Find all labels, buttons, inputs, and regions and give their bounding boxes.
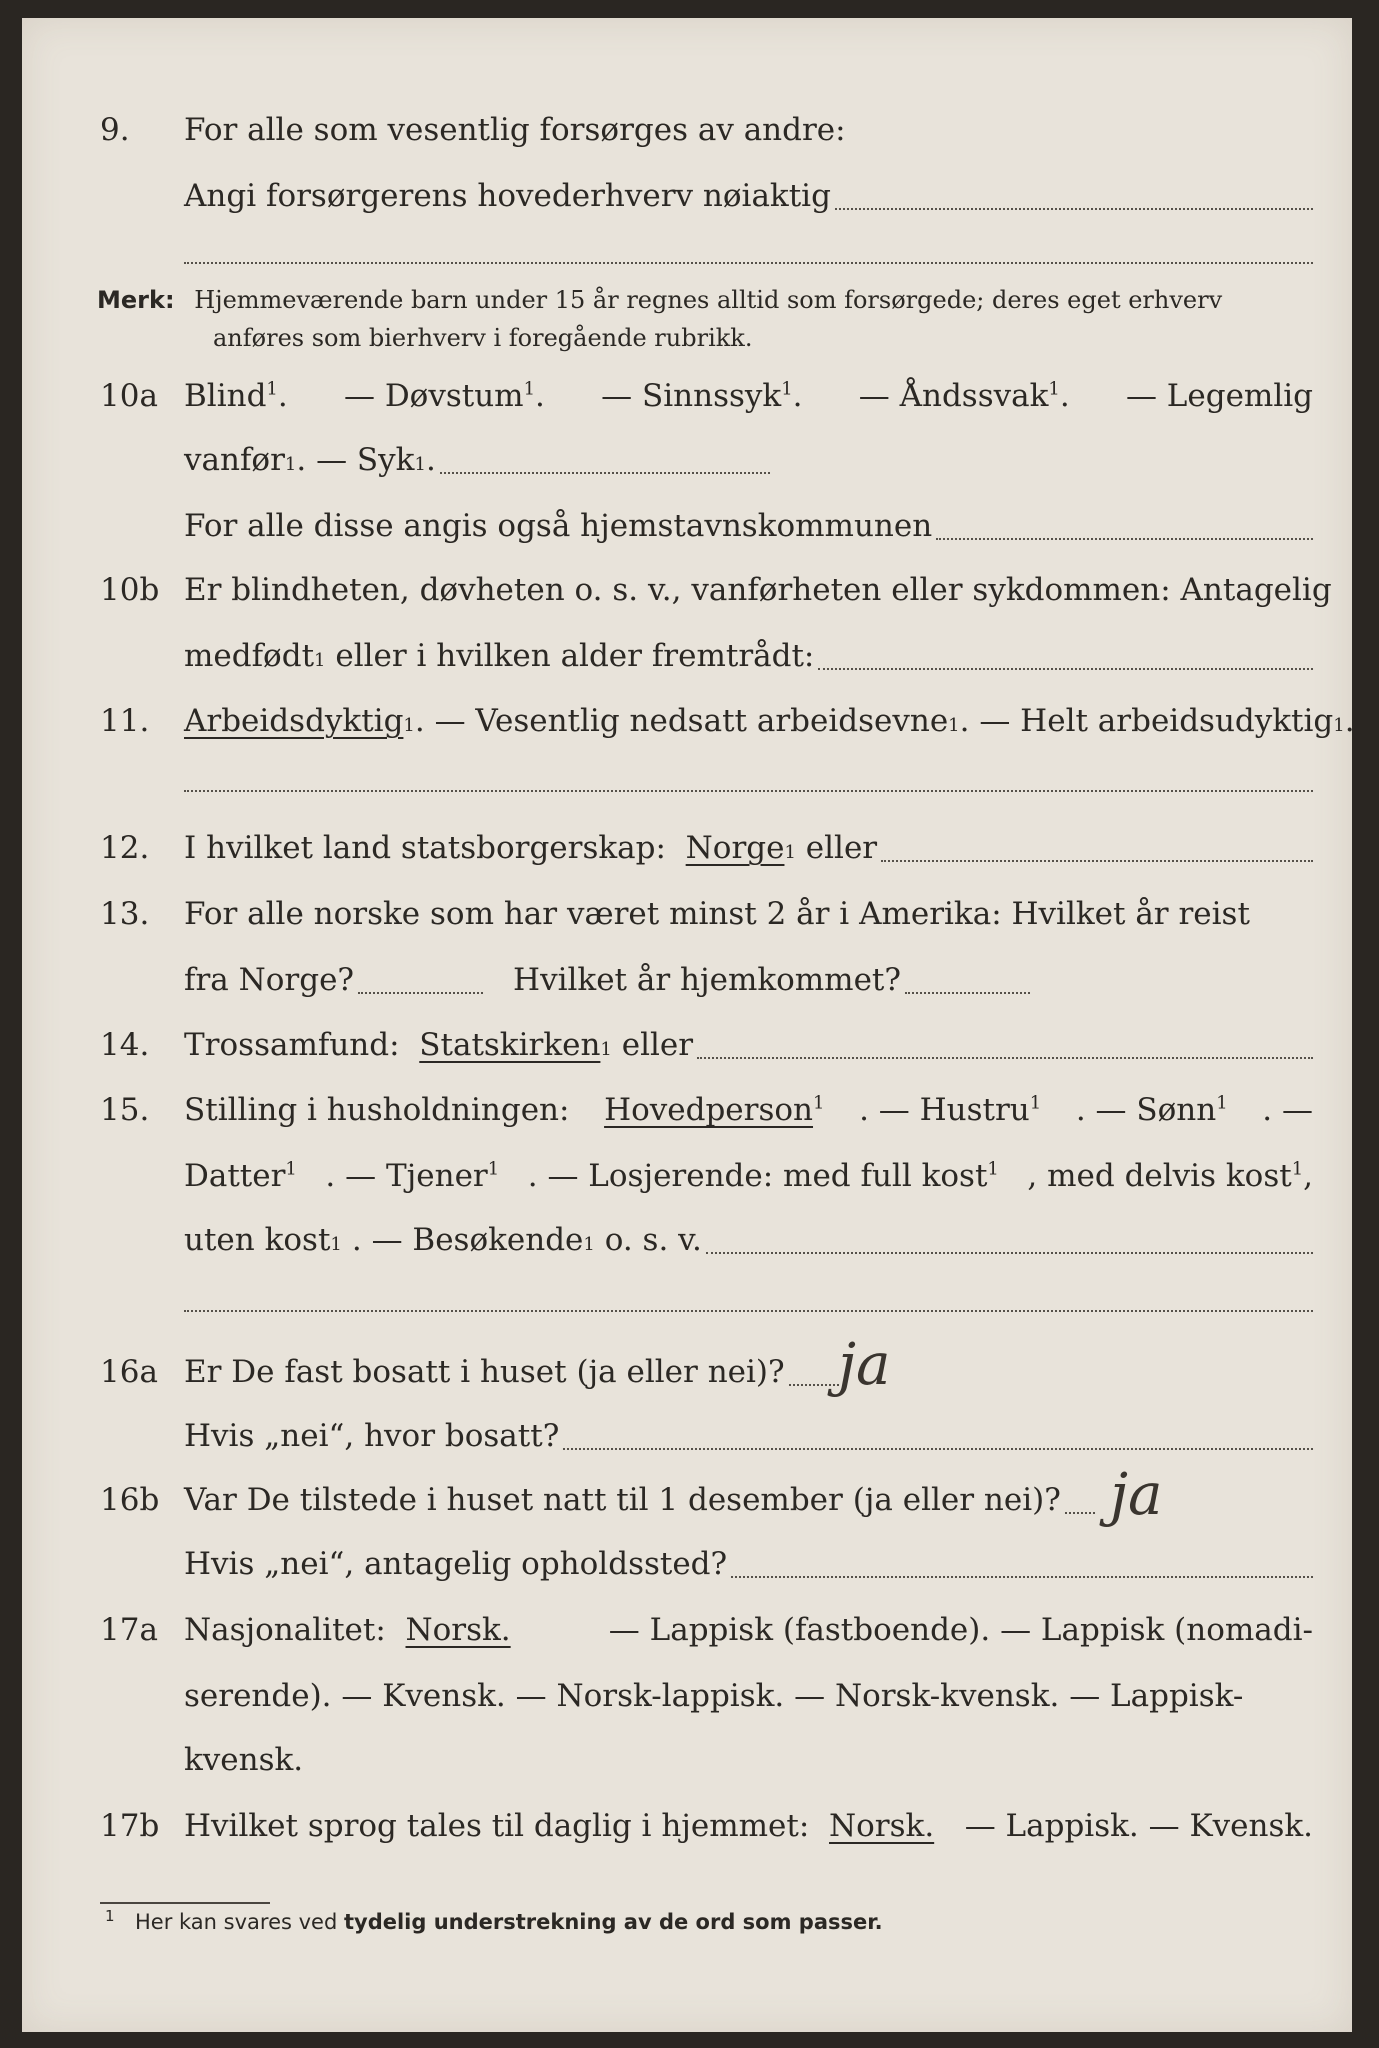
merk-label: Merk:	[97, 286, 175, 314]
question-number: 17a	[100, 1612, 158, 1648]
question-17a	[0, 1602, 1379, 1658]
question-number: 17b	[100, 1808, 160, 1844]
option-arbeidsdyktig-selected[interactable]: Arbeidsdyktig	[184, 703, 404, 739]
question-number: 15.	[100, 1092, 150, 1128]
question-16b	[0, 1472, 1379, 1528]
option-dovstum[interactable]: — Døvstum	[343, 378, 524, 414]
question-9	[0, 102, 1379, 158]
option-norsk-selected[interactable]: Norsk.	[829, 1808, 935, 1844]
answer-field-reist[interactable]	[358, 992, 483, 994]
answer-field-16a[interactable]	[789, 1384, 839, 1386]
question-number: 10b	[100, 572, 160, 608]
answer-field-12[interactable]	[881, 860, 1313, 862]
answer-field-15[interactable]	[706, 1252, 1313, 1254]
question-text: kvensk.	[184, 1742, 304, 1778]
question-17a-line-3	[0, 1732, 1379, 1788]
question-16a	[0, 1344, 1379, 1400]
option-datter[interactable]: Datter	[184, 1158, 286, 1194]
question-text: Trossamfund:	[184, 1027, 400, 1063]
option-syk[interactable]: . — Syk	[296, 442, 415, 478]
merk-text-2: anføres som bierhverv i foregående rubrikk.	[213, 324, 753, 352]
question-16b-line-2	[0, 1536, 1379, 1592]
answer-field-hjemstavn[interactable]	[936, 538, 1313, 540]
question-text: Angi forsørgerens hovederhverv nøiaktig	[184, 178, 831, 214]
answer-field-16b[interactable]	[1065, 1512, 1095, 1514]
question-text: — Lappisk. — Kvensk.	[964, 1808, 1313, 1844]
question-15-line-3: uten kost 1 . — Besøkende 1 o. s. v.	[0, 1212, 1379, 1268]
option-vesentlig-nedsatt[interactable]: . — Vesentlig nedsatt arbeidsevne	[414, 703, 949, 739]
question-number: 10a	[100, 378, 158, 414]
option-norsk-selected[interactable]: Norsk.	[405, 1612, 511, 1648]
answer-field-hjemkommet[interactable]	[905, 992, 1030, 994]
question-number: 14.	[100, 1027, 150, 1063]
option-full-kost[interactable]: . — Losjerende: med full kost	[527, 1158, 988, 1194]
answer-field-10b[interactable]	[818, 668, 1313, 670]
question-text: — Lappisk (fastboende). — Lappisk (nomadi-	[608, 1612, 1313, 1648]
question-11: 11. Arbeidsdyktig 1 . — Vesentlig nedsatt arbeidsevne 1 . — Helt arbeidsudyktig 1 .	[0, 693, 1379, 749]
question-text: For alle norske som har været minst 2 år i Amerika: Hvilket år reist	[184, 896, 1250, 932]
option-uten-kost[interactable]: uten kost	[184, 1222, 331, 1258]
answer-line[interactable]	[184, 262, 1313, 264]
question-text: eller i hvilken alder fremtrådt:	[335, 638, 815, 674]
answer-field-opholdssted[interactable]	[731, 1576, 1313, 1578]
option-besokende[interactable]: . — Besøkende	[351, 1222, 584, 1258]
question-text: fra Norge?	[184, 962, 355, 998]
option-andssvak[interactable]: — Åndssvak	[858, 378, 1049, 414]
question-number: 12.	[100, 830, 150, 866]
answer-field-14[interactable]	[697, 1057, 1313, 1059]
question-text: Hvis „nei“, antagelig opholdssted?	[184, 1546, 728, 1582]
question-text: Nasjonalitet:	[184, 1612, 386, 1648]
question-text: For alle som vesentlig forsørges av andre:	[184, 112, 846, 148]
question-number: 16a	[100, 1354, 158, 1390]
handwritten-answer: ja	[838, 1330, 891, 1398]
question-number: 16b	[100, 1482, 160, 1518]
merk-text-1: Hjemmeværende barn under 15 år regnes alltid som forsørgede; deres eget erhverv	[194, 286, 1223, 314]
question-10a-line-3	[0, 498, 1379, 554]
question-15-line-2: Datter$^1$ . — Tjener$^1$ . — Losjerende: med full kost$^1$ , med delvis kost$^1$,	[184, 1158, 1313, 1194]
question-text: Stilling i husholdningen:	[184, 1092, 570, 1128]
question-text: Hvilket sprog tales til daglig i hjemmet:	[184, 1808, 810, 1844]
option-medfodt[interactable]: medfødt	[184, 638, 315, 674]
answer-field-9[interactable]	[835, 208, 1313, 210]
question-text: I hvilket land statsborgerskap:	[184, 830, 666, 866]
question-text: For alle disse angis også hjemstavnskommunen	[184, 508, 933, 544]
question-12: 12. I hvilket land statsborgerskap: Norge 1 eller	[0, 820, 1379, 876]
question-number: 9.	[100, 112, 130, 148]
question-10a: 10a Blind$^1$. — Døvstum$^1$. — Sinnssyk$^1$. — Åndssvak$^1$. — Legemlig	[0, 368, 1379, 424]
option-norge-selected[interactable]: Norge	[685, 830, 785, 866]
question-9-line-2	[0, 168, 1379, 224]
answer-field-bosatt[interactable]	[563, 1448, 1313, 1450]
question-13-line-2	[0, 952, 1379, 1008]
question-text: Hvilket år hjemkommet?	[513, 962, 902, 998]
merk-note	[97, 281, 1317, 357]
option-vanfor[interactable]: vanfør	[184, 442, 285, 478]
option-hovedperson-selected[interactable]: Hovedperson	[604, 1092, 814, 1128]
question-10a-line-2: vanfør 1 . — Syk 1 .	[0, 432, 1379, 488]
question-14: 14. Trossamfund: Statskirken 1 eller	[0, 1017, 1379, 1073]
question-10b-line-2: medfødt 1 eller i hvilken alder fremtrådt:	[0, 628, 1379, 684]
answer-line[interactable]	[184, 790, 1313, 792]
handwritten-answer: ja	[1110, 1460, 1163, 1528]
question-text: Var De tilstede i huset natt til 1 desember (ja eller nei)?	[184, 1482, 1061, 1518]
question-text: Er De fast bosatt i huset (ja eller nei)?	[184, 1354, 785, 1390]
question-text: Er blindheten, døvheten o. s. v., vanførheten eller sykdommen: Antagelig	[184, 572, 1332, 608]
option-helt-udyktig[interactable]: . — Helt arbeidsudyktig	[959, 703, 1334, 739]
question-number: 13.	[100, 896, 150, 932]
question-10b	[0, 562, 1379, 618]
question-text: Hvis „nei“, hvor bosatt?	[184, 1418, 560, 1454]
option-delvis-kost[interactable]: , med delvis kost	[1027, 1158, 1292, 1194]
option-sinnssyk[interactable]: — Sinnssyk	[601, 378, 782, 414]
answer-line[interactable]	[184, 1310, 1313, 1312]
footnote-rule	[100, 1902, 270, 1904]
question-13	[0, 886, 1379, 942]
answer-field-10a[interactable]	[440, 472, 770, 474]
footnote: 1 Her kan svares ved tydelig understrekning av de ord som passer.	[105, 1907, 883, 1934]
question-text: serende). — Kvensk. — Norsk-lappisk. — Norsk-kvensk. — Lappisk-	[184, 1678, 1244, 1714]
question-number: 11.	[100, 703, 150, 739]
question-17a-line-2	[0, 1668, 1379, 1724]
question-16a-line-2	[0, 1408, 1379, 1464]
option-hustru[interactable]: . — Hustru	[859, 1092, 1030, 1128]
option-legemlig[interactable]: — Legemlig	[1125, 378, 1313, 414]
option-tjener[interactable]: . — Tjener	[325, 1158, 488, 1194]
question-15: 15. Stilling i husholdningen: Hovedperson$^1$ . — Hustru$^1$ . — Sønn$^1$ . —	[0, 1082, 1379, 1138]
option-statskirken-selected[interactable]: Statskirken	[419, 1027, 601, 1063]
option-sonn[interactable]: . — Sønn	[1075, 1092, 1217, 1128]
question-17b	[0, 1798, 1379, 1854]
option-blind[interactable]: Blind	[184, 378, 267, 414]
